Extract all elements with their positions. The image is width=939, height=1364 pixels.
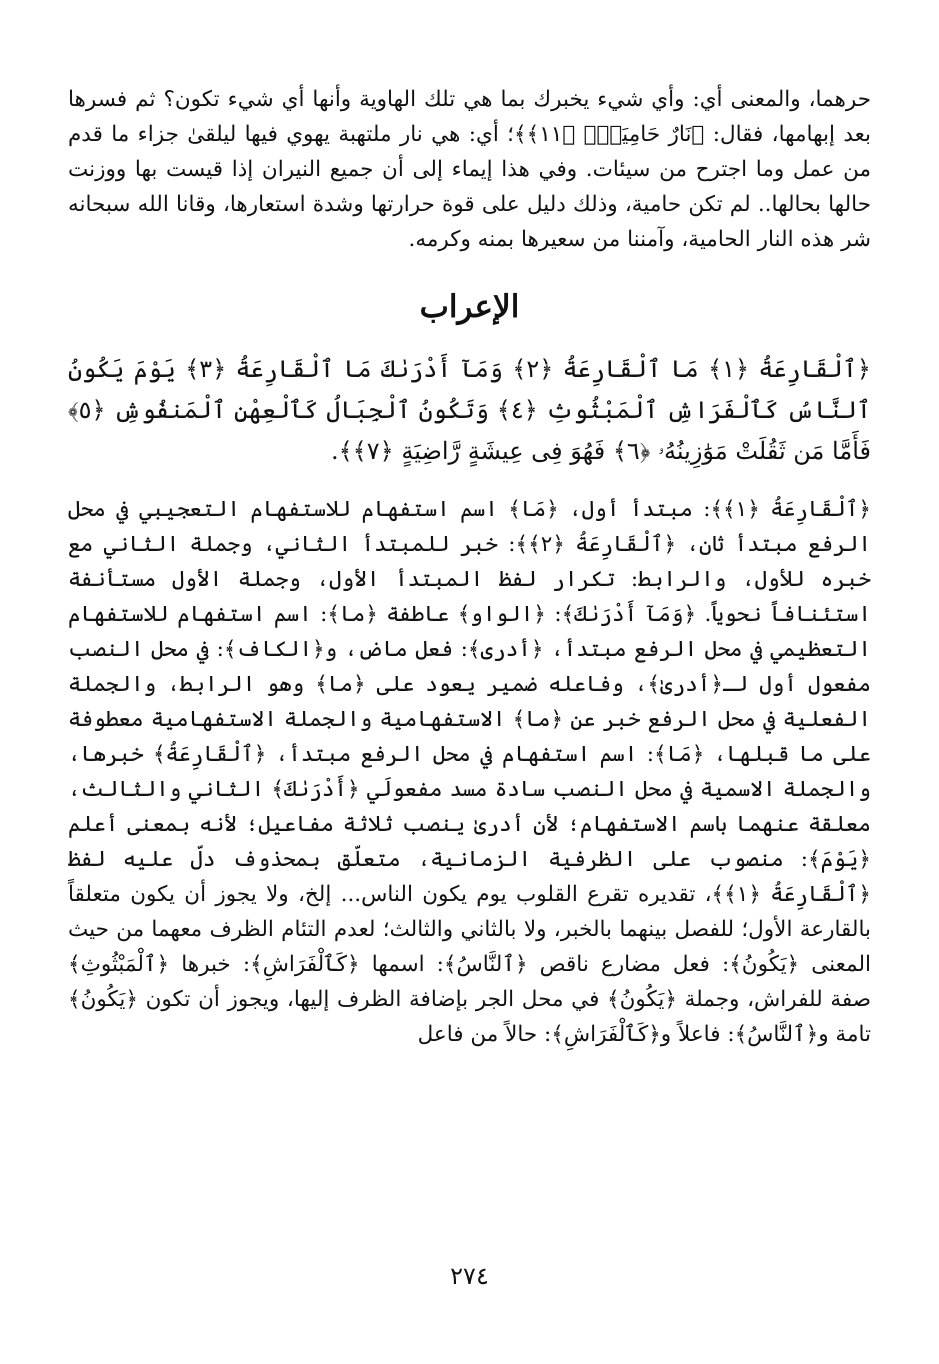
intro-paragraph: حرهما، والمعنى أي: وأي شيء يخبرك بما هي تلك الهاوية وأنها أي شيء تكون؟ ثم فسرها بعد إبهامها، فقال: ﴿نَارٌ حَامِيَةٌۢ ﴿١١﴾﴾؛ أي: هي نار ملتهبة يهوي فيها ليلقىٰ جزاء ما قدم من عمل وما اجترح من سيئات. وفي هذا إيماء إلى أن جميع النيران إذا قيست بها ووزنت حالها بحالها.. لم تكن حامية، وذلك دليل على قوة حرارتها وشدة استعارها، وقانا الله سبحانه شر هذه النار الحامية، وآمننا من سعيرها بمنه وكرمه. <box>68 87 871 252</box>
section-title: الإعراب <box>419 289 520 325</box>
page-body <box>68 82 871 1312</box>
irab-paragraph: ﴿ٱلْقَارِعَةُ ﴿١﴾﴾: مبتدأ أول، ﴿مَا﴾ اسم استفهام للاستفهام التعجيبي في محل الرفع مبتدأ ثان، ﴿ٱلْقَارِعَةُ ﴿٢﴾﴾: خبر للمبتدأ الثاني، وجملة الثاني مع خبره للأول، والرابط: تكرار لفظ المبتدأ الأول، وجملة الأول مستأنفة استئنافاً نحوياً. ﴿وَمَآ أَدْرَىٰكَ﴾: ﴿الواو﴾ عاطفة ﴿ما﴾: اسم استفهام للاستفهام التعظيمي في محل الرفع مبتدأ، ﴿أدرى﴾: فعل ماض، و﴿الكاف﴾: في محل النصب مفعول أول لـ﴿أدرىٰ﴾، وفاعله ضمير يعود على ﴿ما﴾ وهو الرابط، والجملة الفعلية في محل الرفع خبر عن ﴿ما﴾ الاستفهامية والجملة الاستفهامية معطوفة على ما قبلها، ﴿مَا﴾: اسم استفهام في محل الرفع مبتدأ، ﴿ٱلْقَارِعَةُ﴾ خبرها، والجملة الاسمية في محل النصب سادة مسد مفعولَي ﴿أَدْرَىٰكَ﴾ الثاني والثالث، معلقة عنهما باسم الاستفهام؛ لأن أدرىٰ ينصب ثلاثة مفاعيل؛ لأنه بمعنى أعلم ﴿يَوْمَ﴾: منصوب على الظرفية الزمانية، متعلّق بمحذوف دلّ عليه لفظ ﴿ٱلْقَارِعَةُ ﴿١﴾﴾، تقديره تقرع القلوب يوم يكون الناس... إلخ، ولا يجوز أن يكون متعلقاً بالقارعة الأول؛ للفصل بينهما بالخبر، ولا بالثاني والثالث؛ لعدم التئام الظرف معهما من حيث المعنى ﴿يَكُونُ﴾: فعل مضارع ناقص ﴿ٱلنَّاسُ﴾: اسمها ﴿كَٱلْفَرَاشِ﴾: خبرها ﴿ٱلْمَبْثُوثِ﴾ صفة للفراش، وجملة ﴿يَكُونُ﴾ في محل الجر بإضافة الظرف إليها، ويجوز أن تكون ﴿يَكُونُ﴾ تامة و﴿ٱلنَّاسُ﴾: فاعلاً و﴿كَٱلْفَرَاشِ﴾: حالاً من فاعل <box>68 497 871 1047</box>
page-number: ٢٧٤ <box>450 1262 489 1290</box>
quran-verses: ﴿ٱلْقَارِعَةُ ﴿١﴾ مَا ٱلْقَارِعَةُ ﴿٢﴾ وَمَآ أَدْرَىٰكَ مَا ٱلْقَارِعَةُ ﴿٣﴾ يَوْمَ يَكُونُ ٱلنَّاسُ كَٱلْفَرَاشِ ٱلْمَبْثُوثِ ﴿٤﴾ وَتَكُونُ ٱلْجِبَالُ كَٱلْعِهْنِ ٱلْمَنفُوشِ ﴿٥﴾ فَأَمَّا مَن ثَقُلَتْ مَوَٰزِينُهُۥ ﴿٦﴾ فَهُوَ فِى عِيشَةٍ رَّاضِيَةٍ ﴿٧﴾﴾. <box>68 355 871 465</box>
